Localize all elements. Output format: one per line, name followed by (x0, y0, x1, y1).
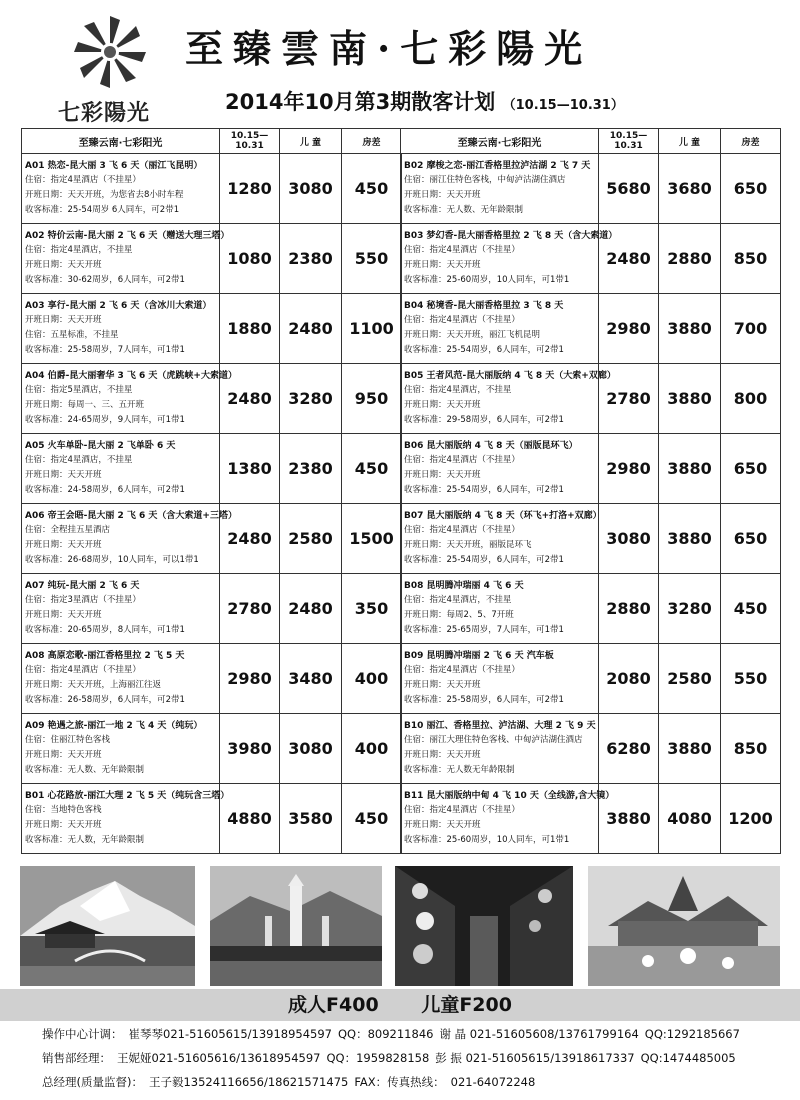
route-detail-line: 收客标准：25-60周岁，10人同车，可1带1 (404, 274, 570, 285)
route-detail-line: 收客标准：25-58周岁，6人同车，可2带1 (404, 694, 564, 705)
route-detail-line: 开班日期：天天开班 (25, 819, 102, 830)
adult-price-cell: 2980 (220, 644, 280, 714)
table-row (401, 154, 781, 224)
child-price-cell: 3880 (659, 714, 721, 784)
adult-price-cell: 2980 (599, 434, 659, 504)
route-detail-line: 住宿：当地特色客栈 (25, 804, 102, 815)
child-price-cell: 3480 (280, 644, 342, 714)
header-route: 至臻云南·七彩阳光 (22, 129, 220, 154)
table-row (22, 644, 402, 714)
child-price-cell: 2380 (280, 434, 342, 504)
header-route: 至臻云南·七彩阳光 (401, 129, 599, 154)
route-title: A02 特价云南-昆大丽 2 飞 6 天（赠送大理三塔） (25, 230, 230, 241)
route-detail-line: 开班日期：天天开班 (25, 539, 102, 550)
route-detail-line: 住宿：丽江大理住特色客栈、中甸泸沽湖住酒店 (404, 734, 583, 745)
sun-logo-icon (70, 12, 150, 92)
contact-qq: QQ:1292185667 (644, 1027, 740, 1041)
logo-text: 七彩陽光 (58, 100, 151, 126)
route-detail-line: 住宿：指定4星酒店（不挂星） (404, 454, 520, 465)
table-row (401, 784, 781, 854)
child-price-cell: 3580 (280, 784, 342, 854)
route-title: B08 昆明腾冲瑞丽 4 飞 6 天 (404, 580, 524, 591)
room-diff-cell: 450 (342, 154, 402, 224)
route-title: A01 热恋-昆大丽 3 飞 6 天（丽江飞昆明） (25, 160, 203, 171)
route-detail-line: 住宿：五星标准，不挂星 (25, 329, 119, 340)
route-detail-line: 开班日期：每周一、三、五开班 (25, 399, 145, 410)
fax-label: FAX：传真热线： (354, 1075, 445, 1089)
route-detail-line: 开班日期：天天开班 (25, 259, 102, 270)
adult-price-cell: 1880 (220, 294, 280, 364)
room-diff-cell: 400 (342, 714, 402, 784)
route-info-cell (22, 224, 230, 294)
route-detail-line: 开班日期：天天开班 (404, 469, 481, 480)
route-info-cell (22, 504, 237, 574)
table-row (22, 364, 402, 434)
room-diff-cell: 400 (342, 644, 402, 714)
route-detail-line: 开班日期：天天开班 (25, 314, 102, 325)
child-price-cell: 3280 (659, 574, 721, 644)
route-detail-line: 住宿：指定4星酒店（不挂星） (404, 244, 520, 255)
child-price-cell: 3880 (659, 504, 721, 574)
route-info-cell (401, 364, 616, 434)
adult-price-cell: 3080 (599, 504, 659, 574)
route-detail-line: 收客标准：20-65周岁，8人同车，可1带1 (25, 624, 185, 635)
route-detail-line: 收客标准：无人数、无年龄限制 (404, 204, 524, 215)
route-detail-line: 收客标准：26-58周岁，6人同车，可2带1 (25, 694, 185, 705)
adult-price-cell: 4880 (220, 784, 280, 854)
adult-price-cell: 3980 (220, 714, 280, 784)
route-detail-line: 开班日期：天天开班 (25, 469, 102, 480)
plan-date-range: （10.15—10.31） (502, 98, 624, 113)
page-title: 至臻雲南·七彩陽光 (185, 26, 593, 71)
route-title: A07 纯玩-昆大丽 2 飞 6 天 (25, 580, 140, 591)
route-detail-line: 收客标准：无人数，无年龄限制 (25, 834, 145, 845)
contact-label: 销售部经理： (42, 1051, 111, 1065)
room-diff-cell: 450 (342, 784, 402, 854)
table-row (22, 154, 402, 224)
adult-price-cell: 2480 (220, 364, 280, 434)
photo-old-town-street (395, 866, 573, 986)
header-room: 房差 (721, 129, 781, 154)
route-info-cell (22, 784, 230, 854)
contact-phone: 王妮娅021-51605616/13618954597 (117, 1051, 321, 1065)
contact-phone: 彭 振 021-51605615/13918617337 (435, 1051, 635, 1065)
plan-title: 2014年10月第3期散客计划 (225, 90, 496, 114)
route-detail-line: 收客标准：29-58周岁，6人同车，可2带1 (404, 414, 564, 425)
route-detail-line: 住宿：指定4星酒店，不挂星 (404, 384, 512, 395)
route-title: B11 昆大丽版纳中甸 4 飞 10 天（全线游,含大镜） (404, 790, 615, 801)
table-row (22, 434, 402, 504)
child-price-cell: 2880 (659, 224, 721, 294)
header-room: 房差 (342, 129, 402, 154)
adult-price-cell: 2780 (599, 364, 659, 434)
route-detail-line: 开班日期：天天开班，丽江飞机昆明 (404, 329, 541, 340)
table-row (401, 434, 781, 504)
route-detail-line: 住宿：丽江住特色客栈，中甸泸沽湖住酒店 (404, 174, 566, 185)
route-info-cell (22, 574, 220, 644)
route-title: B06 昆大丽版纳 4 飞 8 天（丽版昆环飞） (404, 440, 578, 451)
table-row (401, 714, 781, 784)
child-price-cell: 2480 (280, 294, 342, 364)
route-detail-line: 住宿：指定4星酒店（不挂星） (404, 524, 520, 535)
route-detail-line: 开班日期：天天开班 (25, 609, 102, 620)
adult-price-cell: 2980 (599, 294, 659, 364)
route-detail-line: 收客标准：25-60周岁，10人同车，可1带1 (404, 834, 570, 845)
room-diff-cell: 850 (721, 714, 781, 784)
room-diff-cell: 350 (342, 574, 402, 644)
route-title: A09 艳遇之旅-丽江一地 2 飞 4 天（纯玩） (25, 720, 203, 731)
route-info-cell (22, 364, 237, 434)
route-detail-line: 开班日期：天天开班 (404, 259, 481, 270)
route-detail-line: 住宿：全程挂五星酒店 (25, 524, 111, 535)
route-title: B10 丽江、香格里拉、泸沽湖、大理 2 飞 9 天 (404, 720, 596, 731)
route-info-cell (401, 434, 599, 504)
route-detail-line: 收客标准：25-54周岁 6人同车，可2带1 (25, 204, 180, 215)
contact-line-operations (42, 1026, 746, 1042)
contact-label: 总经理(质量监督)： (42, 1075, 143, 1089)
header-date: 10.15—10.31 (599, 129, 659, 154)
table-header-row (22, 129, 402, 154)
fax-number: 021-64072248 (450, 1075, 536, 1089)
header-child: 儿 童 (659, 129, 721, 154)
room-diff-cell: 800 (721, 364, 781, 434)
table-row (22, 294, 402, 364)
route-detail-line: 收客标准：24-65周岁，9人同车，可1带1 (25, 414, 185, 425)
adult-price-cell: 5680 (599, 154, 659, 224)
adult-price-cell: 1080 (220, 224, 280, 294)
table-row (401, 294, 781, 364)
table-row (401, 574, 781, 644)
route-title: A08 高原恋歌-丽江香格里拉 2 飞 5 天 (25, 650, 185, 661)
contact-phone: 崔琴琴021-51605615/13918954597 (128, 1027, 332, 1041)
table-row (401, 644, 781, 714)
route-detail-line: 开班日期：天天开班，上海丽江往返 (25, 679, 162, 690)
route-detail-line: 收客标准：25-54周岁，6人同车，可2带1 (404, 344, 564, 355)
route-info-cell (401, 224, 618, 294)
route-detail-line: 住宿：住丽江特色客栈 (25, 734, 111, 745)
route-detail-line: 收客标准：25-58周岁，7人同车，可1带1 (25, 344, 185, 355)
route-detail-line: 住宿：指定4星酒店（不挂星） (404, 314, 520, 325)
room-diff-cell: 950 (342, 364, 402, 434)
contact-line-manager (42, 1074, 541, 1090)
route-detail-line: 开班日期：天天开班，丽版昆环飞 (404, 539, 532, 550)
adult-price-cell: 2480 (220, 504, 280, 574)
route-detail-line: 开班日期：天天开班 (404, 189, 481, 200)
room-diff-cell: 650 (721, 434, 781, 504)
contact-qq: QQ：809211846 (338, 1027, 434, 1041)
contact-line-sales (42, 1050, 742, 1066)
child-price-cell: 3080 (280, 714, 342, 784)
room-diff-cell: 650 (721, 154, 781, 224)
table-row (401, 224, 781, 294)
route-info-cell (401, 644, 599, 714)
room-diff-cell: 550 (342, 224, 402, 294)
route-table-left (21, 128, 402, 854)
route-detail-line: 住宿：指定4星酒店（不挂星） (25, 174, 141, 185)
route-detail-line: 开班日期：天天开班 (404, 749, 481, 760)
photo-black-dragon-pool (20, 866, 195, 986)
child-price-cell: 3080 (280, 154, 342, 224)
room-diff-cell: 450 (721, 574, 781, 644)
route-detail-line: 收客标准：24-58周岁，6人同车，可2带1 (25, 484, 185, 495)
table-row (22, 714, 402, 784)
route-info-cell (401, 574, 599, 644)
contact-qq: QQ:1474485005 (640, 1051, 736, 1065)
route-detail-line: 住宿：指定4星酒店（不挂星） (404, 664, 520, 675)
table-row (22, 574, 402, 644)
child-price-cell: 3880 (659, 294, 721, 364)
route-table-right (400, 128, 781, 854)
route-detail-line: 收客标准：25-54周岁，6人同车，可2带1 (404, 484, 564, 495)
table-header-row (401, 129, 781, 154)
table-row (22, 784, 402, 854)
room-diff-cell: 1200 (721, 784, 781, 854)
route-title: A03 享行-昆大丽 2 飞 6 天（含冰川大索道） (25, 300, 212, 311)
route-detail-line: 住宿：指定4星酒店（不挂星） (25, 664, 141, 675)
route-info-cell (22, 294, 220, 364)
table-row (22, 224, 402, 294)
route-detail-line: 收客标准：25-65周岁，7人同车，可1带1 (404, 624, 564, 635)
route-detail-line: 开班日期：天天开班 (404, 399, 481, 410)
child-price-cell: 3280 (280, 364, 342, 434)
route-detail-line: 住宿：指定4星酒店，不挂星 (404, 594, 512, 605)
room-diff-cell: 550 (721, 644, 781, 714)
room-diff-cell: 650 (721, 504, 781, 574)
table-row (401, 504, 781, 574)
adult-tax: 成人F400 (288, 994, 379, 1016)
child-price-cell: 4080 (659, 784, 721, 854)
route-detail-line: 开班日期：天天开班 (25, 749, 102, 760)
route-title: A06 帝王会晤-昆大丽 2 飞 6 天（含大索道+三塔） (25, 510, 237, 521)
adult-price-cell: 2080 (599, 644, 659, 714)
adult-price-cell: 2480 (599, 224, 659, 294)
child-tax: 儿童F200 (421, 994, 512, 1016)
route-detail-line: 住宿：指定4星酒店（不挂星） (404, 804, 520, 815)
route-title: B02 摩梭之恋-丽江香格里拉泸沽湖 2 飞 7 天 (404, 160, 591, 171)
contact-label: 操作中心计调： (42, 1027, 123, 1041)
contact-phone: 谢 晶 021-51605608/13761799164 (439, 1027, 639, 1041)
route-title: B05 王者风范-昆大丽版纳 4 飞 8 天（大索+双廊） (404, 370, 616, 381)
route-info-cell (401, 154, 599, 224)
adult-price-cell: 2880 (599, 574, 659, 644)
route-info-cell (401, 784, 615, 854)
contact-qq: QQ：1959828158 (326, 1051, 430, 1065)
room-diff-cell: 1500 (342, 504, 402, 574)
route-title: A04 伯爵-昆大丽奢华 3 飞 6 天（虎跳峡+大索道） (25, 370, 237, 381)
photo-xishuangbanna-square (588, 866, 780, 986)
child-price-cell: 2580 (280, 504, 342, 574)
header-date: 10.15—10.31 (220, 129, 280, 154)
adult-price-cell: 1380 (220, 434, 280, 504)
tax-price-bar (0, 989, 800, 1021)
route-detail-line: 开班日期：天天开班 (404, 679, 481, 690)
route-title: B07 昆大丽版纳 4 飞 8 天（环飞+打洛+双廊） (404, 510, 602, 521)
header-child: 儿 童 (280, 129, 342, 154)
route-detail-line: 开班日期：天天开班，为您省去8小时车程 (25, 189, 184, 200)
adult-price-cell: 3880 (599, 784, 659, 854)
room-diff-cell: 1100 (342, 294, 402, 364)
route-detail-line: 收客标准：30-62周岁，6人同车，可2带1 (25, 274, 185, 285)
route-detail-line: 住宿：指定5星酒店，不挂星 (25, 384, 133, 395)
table-row (22, 504, 402, 574)
photo-three-pagodas (210, 866, 382, 986)
photo-strip (20, 866, 780, 986)
room-diff-cell: 450 (342, 434, 402, 504)
contact-phone: 王子毅13524116656/18621571475 (148, 1075, 349, 1089)
route-title: B03 梦幻香-昆大丽香格里拉 2 飞 8 天（含大索道） (404, 230, 618, 241)
route-detail-line: 收客标准：26-68周岁，10人同车，可以1带1 (25, 554, 199, 565)
child-price-cell: 2580 (659, 644, 721, 714)
route-title: A05 火车单卧-昆大丽 2 飞单卧 6 天 (25, 440, 176, 451)
route-info-cell (401, 294, 599, 364)
route-detail-line: 住宿：指定4星酒店，不挂星 (25, 244, 133, 255)
room-diff-cell: 850 (721, 224, 781, 294)
route-detail-line: 开班日期：每周2、5、7开班 (404, 609, 514, 620)
route-title: B09 昆明腾冲瑞丽 2 飞 6 天 汽车板 (404, 650, 554, 661)
route-info-cell (22, 714, 220, 784)
route-info-cell (401, 504, 602, 574)
route-detail-line: 收客标准：25-54周岁，6人同车，可2带1 (404, 554, 564, 565)
route-detail-line: 住宿：指定4星酒店，不挂星 (25, 454, 133, 465)
child-price-cell: 2380 (280, 224, 342, 294)
adult-price-cell: 2780 (220, 574, 280, 644)
adult-price-cell: 6280 (599, 714, 659, 784)
adult-price-cell: 1280 (220, 154, 280, 224)
plan-subtitle (225, 86, 624, 116)
route-title: B04 秘境香-昆大丽香格里拉 3 飞 8 天 (404, 300, 564, 311)
room-diff-cell: 700 (721, 294, 781, 364)
child-price-cell: 3880 (659, 434, 721, 504)
logo (50, 12, 190, 126)
child-price-cell: 2480 (280, 574, 342, 644)
child-price-cell: 3680 (659, 154, 721, 224)
route-info-cell (22, 644, 220, 714)
route-detail-line: 住宿：指定3星酒店（不挂星） (25, 594, 141, 605)
route-title: B01 心花路放-丽江大理 2 飞 5 天（纯玩含三塔） (25, 790, 230, 801)
route-info-cell (401, 714, 599, 784)
route-info-cell (22, 434, 220, 504)
table-row (401, 364, 781, 434)
child-price-cell: 3880 (659, 364, 721, 434)
route-detail-line: 开班日期：天天开班 (404, 819, 481, 830)
route-detail-line: 收客标准：无人数、无年龄限制 (25, 764, 145, 775)
route-detail-line: 收客标准：无人数无年龄限制 (404, 764, 515, 775)
route-info-cell (22, 154, 220, 224)
